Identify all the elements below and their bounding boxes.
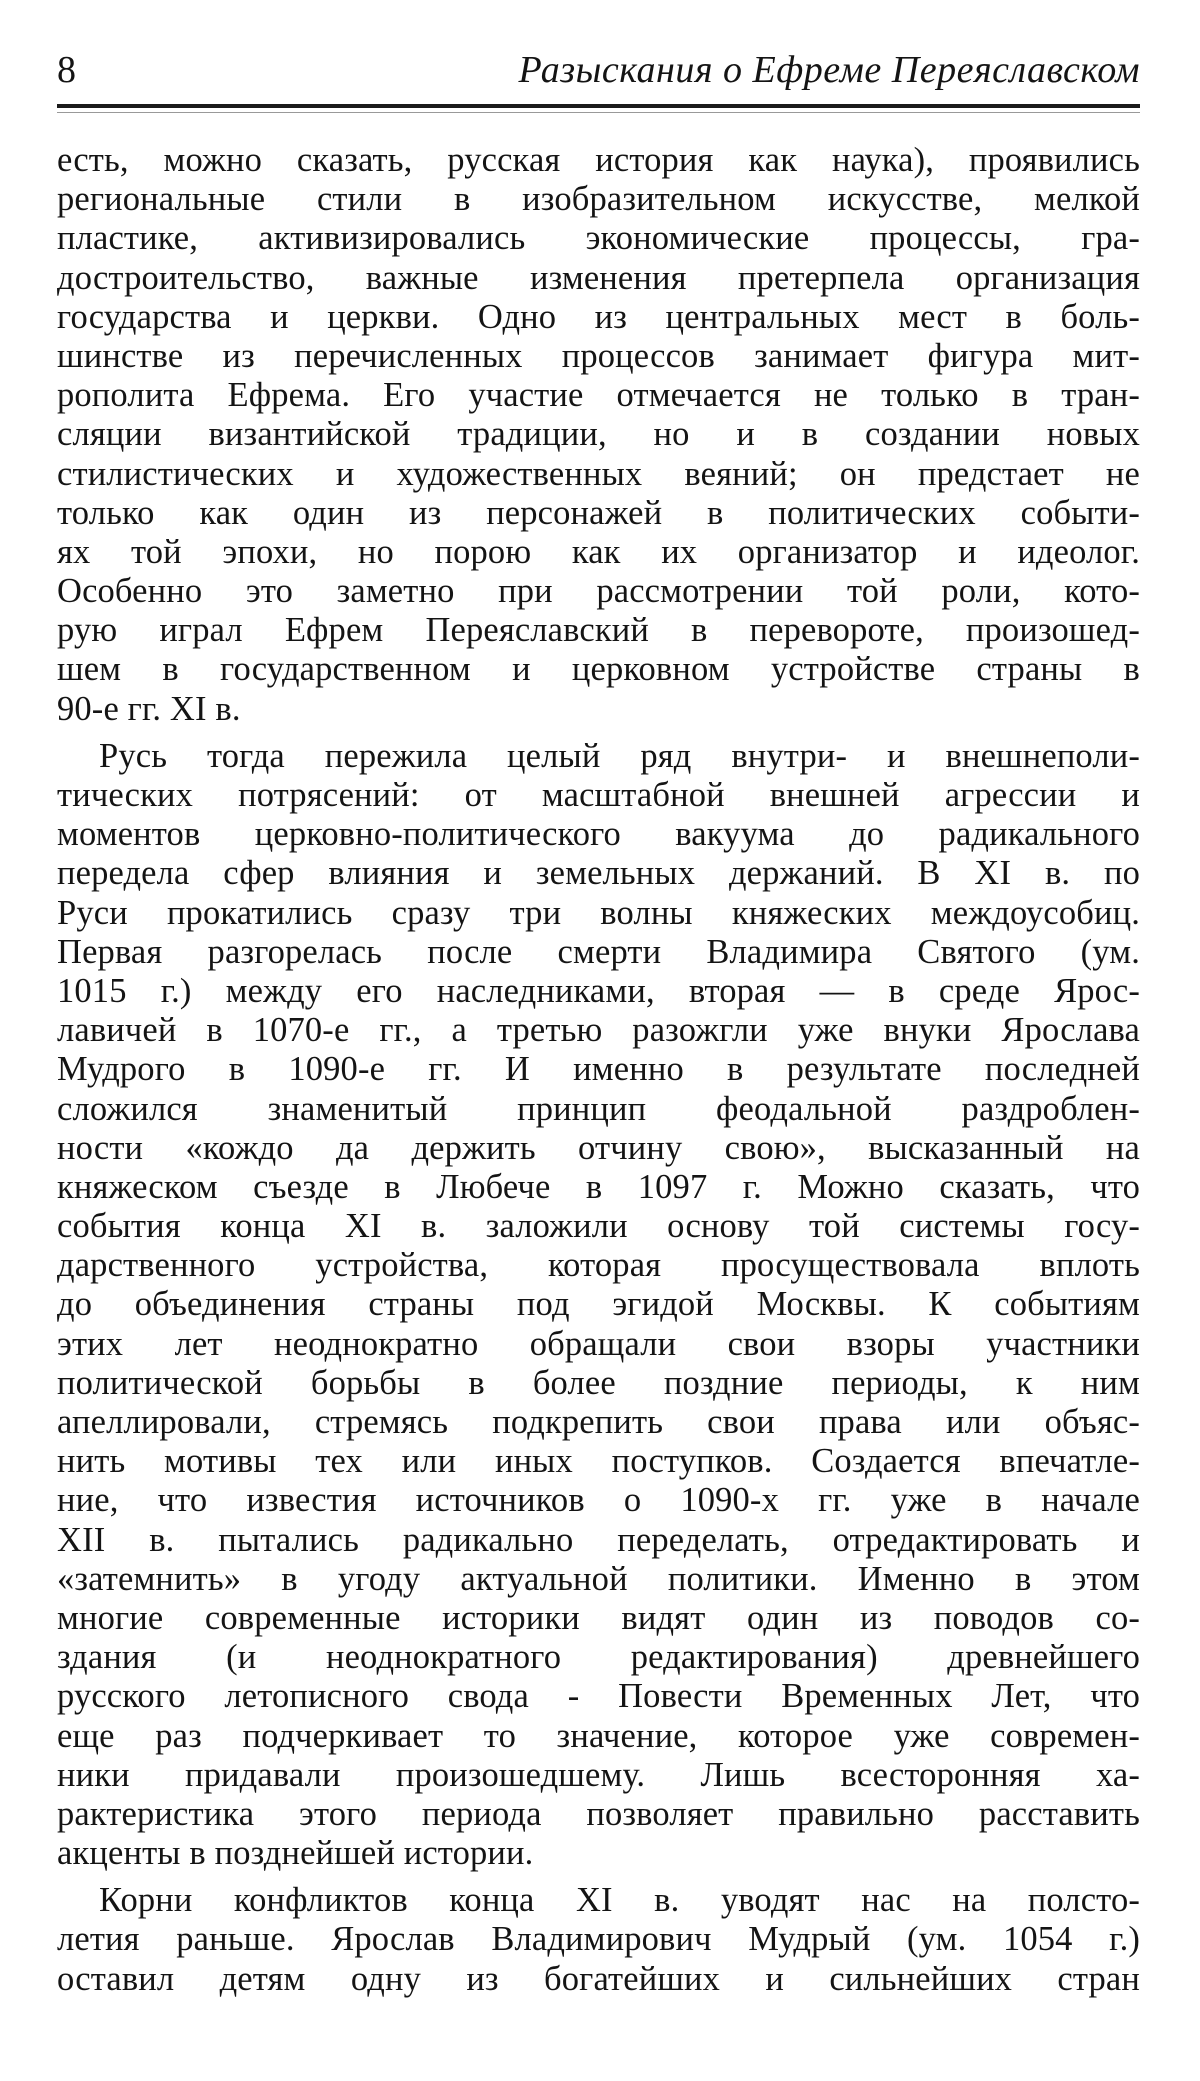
text-line: апеллировали, стремясь подкрепить свои права или объяс- — [57, 1403, 1140, 1441]
text-line: нить мотивы тех или иных поступков. Создается впечатле- — [57, 1442, 1140, 1481]
text-line: шем в государственном и церковном устройстве страны в — [57, 650, 1140, 689]
text-line: рополита Ефрема. Его участие отмечается не только в тран- — [57, 376, 1140, 415]
text-line: рую играл Ефрем Переяславский в перевороте, произошед- — [57, 611, 1140, 650]
text-line: сляции византийской традиции, но и в создании новых — [57, 415, 1140, 454]
text-line: Первая разгорелась после смерти Владимира Святого (ум. — [57, 932, 1140, 971]
text-line: достроительство, важные изменения претерпела организация — [57, 258, 1140, 297]
text-line: Особенно это заметно при рассмотрении той роли, кото- — [57, 572, 1140, 611]
text-line: стилистических и художественных веяний; он предстает не — [57, 454, 1140, 493]
text-line: пластике, активизировались экономические процессы, гра- — [57, 219, 1140, 258]
text-line: до объединения страны под эгидой Москвы. К событиям — [57, 1285, 1140, 1324]
text-line: 90-е гг. XI в. — [57, 689, 241, 728]
text-line: XII в. пытались радикально переделать, отредактировать и — [57, 1520, 1140, 1559]
paragraph-1 — [57, 141, 1140, 729]
paragraph-3 — [57, 1881, 1140, 1999]
text-line: ние, что известия источников о 1090-х гг. уже в начале — [57, 1481, 1140, 1520]
text-line: сложился знаменитый принцип феодальной раздроблен- — [57, 1089, 1140, 1128]
text-line: передела сфер влияния и земельных держаний. В XI в. по — [57, 854, 1140, 893]
text-line: рактеристика этого периода позволяет правильно расставить — [57, 1794, 1140, 1833]
text-line: оставил детям одну из богатейших и сильнейших стран — [57, 1959, 1140, 1998]
text-line: тических потрясений: от масштабной внешней агрессии и — [57, 776, 1140, 814]
text-line: русского летописного свода - Повести Временных Лет, что — [57, 1677, 1140, 1716]
text-line: Руси прокатились сразу три волны княжеских междоусобиц. — [57, 893, 1140, 932]
text-line: 1015 г.) между его наследниками, вторая — в среде Ярос- — [57, 971, 1140, 1010]
text-line: этих лет неоднократно обращали свои взоры участники — [57, 1324, 1140, 1363]
text-line: шинстве из перечисленных процессов занимает фигура мит- — [57, 336, 1140, 375]
text-line: моментов церковно-политического вакуума до радикального — [57, 815, 1140, 854]
header-rule — [57, 104, 1140, 108]
text-line: многие современные историки видят один из поводов со- — [57, 1598, 1140, 1637]
header-rule-thin — [57, 112, 1140, 113]
text-line: летия раньше. Ярослав Владимирович Мудрый (ум. 1054 г.) — [57, 1920, 1140, 1959]
text-line: Корни конфликтов конца XI в. уводят нас на полсто- — [99, 1881, 1140, 1920]
text-line: «затемнить» в угоду актуальной политики. Именно в этом — [57, 1559, 1140, 1598]
text-line: ности «кождо да держить отчину свою», высказанный на — [57, 1128, 1140, 1167]
text-line: государства и церкви. Одно из центральных мест в боль- — [57, 297, 1140, 336]
text-line: лавичей в 1070-е гг., а третью разожгли уже внуки Ярослава — [57, 1011, 1140, 1050]
text-line: ники придавали произошедшему. Лишь всесторонняя ха- — [57, 1755, 1140, 1794]
paragraph-2 — [57, 737, 1140, 1873]
text-line: политической борьбы в более поздние периоды, к ним — [57, 1363, 1140, 1402]
text-line: княжеском съезде в Любече в 1097 г. Можно сказать, что — [57, 1167, 1140, 1206]
text-line: дарственного устройства, которая просуществовала вплоть — [57, 1246, 1140, 1285]
text-line: только как один из персонажей в политических событи- — [57, 493, 1140, 532]
text-line: еще раз подчеркивает то значение, которое уже современ- — [57, 1716, 1140, 1755]
text-line: Русь тогда пережила целый ряд внутри- и внешнеполи- — [99, 736, 1140, 775]
text-line: акценты в позднейшей истории. — [57, 1834, 534, 1873]
page-number: 8 — [57, 49, 76, 91]
text-line: здания (и неоднократного редактирования) древнейшего — [57, 1638, 1140, 1677]
text-line: региональные стили в изобразительном искусстве, мелкой — [57, 180, 1140, 219]
text-line: Мудрого в 1090-е гг. И именно в результате последней — [57, 1050, 1140, 1089]
book-page — [57, 40, 1140, 1999]
body-text — [57, 141, 1140, 1999]
text-line: есть, можно сказать, русская история как наука), проявились — [57, 141, 1140, 179]
text-line: события конца XI в. заложили основу той системы госу- — [57, 1207, 1140, 1246]
text-line: ях той эпохи, но порою как их организатор и идеолог. — [57, 532, 1140, 571]
running-title: Разыскания о Ефреме Переяславском — [518, 49, 1140, 91]
running-head — [57, 40, 1140, 100]
